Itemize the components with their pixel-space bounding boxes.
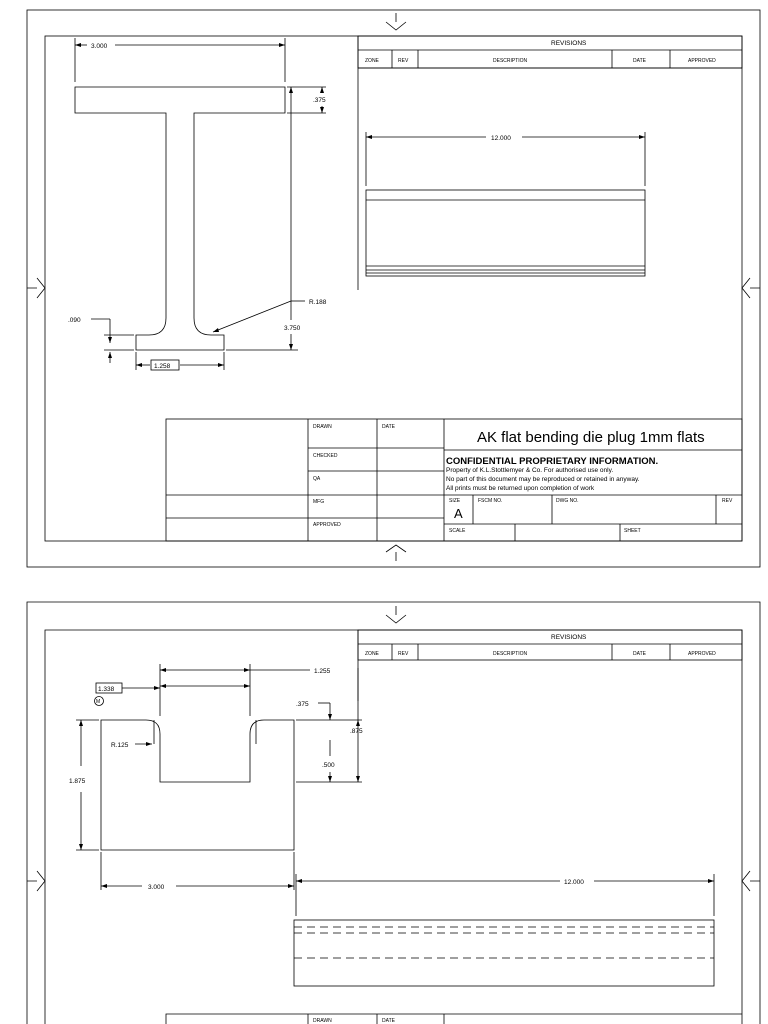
right-center-mark-2: [742, 871, 760, 891]
revisions-title: REVISIONS: [551, 40, 587, 47]
revisions-block-2: [358, 630, 742, 660]
dim-upper-offset: .375: [296, 701, 309, 708]
rev-header-description-2: DESCRIPTION: [493, 651, 528, 657]
tb-dwg-label: DWG NO.: [556, 498, 579, 504]
dim-radius: R.188: [309, 299, 327, 306]
tb-qa-label: QA: [313, 476, 321, 482]
side-view-bar: [366, 190, 645, 276]
notice-line-1: Property of K.L.Stottlemyer & Co. For authorised use only.: [446, 467, 614, 474]
title-block-2: [166, 1014, 742, 1024]
dim-total-height: 3.750: [284, 325, 301, 332]
tb-scale-label: SCALE: [449, 528, 466, 534]
left-center-mark-2: [27, 871, 45, 891]
dim-total-width-2: 3.000: [148, 884, 165, 891]
right-center-mark: [742, 278, 760, 298]
inner-border-2: [45, 630, 742, 1024]
dim-radius-2: R.125: [111, 742, 129, 749]
rev-header-zone: ZONE: [365, 58, 379, 64]
rev-header-date: DATE: [633, 58, 646, 64]
rev-header-approved-2: APPROVED: [688, 651, 716, 657]
notice-line-3: All prints must be returned upon completion of work: [446, 485, 595, 492]
tb-size-value: A: [454, 506, 463, 521]
left-center-mark: [27, 278, 45, 298]
rev-header-rev: REV: [398, 58, 409, 64]
side-view-bar-2: [294, 920, 714, 986]
notice-line-2: No part of this document may be reproduced or retained in anyway.: [446, 476, 640, 483]
tb-fscm-label: FSCM NO.: [478, 498, 503, 504]
tb-drawn-label-2: DRAWN: [313, 1018, 332, 1024]
dim-flange-thickness: .375: [313, 97, 326, 104]
tb-drawn-label: DRAWN: [313, 424, 332, 430]
bottom-center-mark: [386, 545, 406, 561]
dim-foot-width: 1.258: [154, 363, 171, 370]
top-center-mark: [386, 13, 406, 30]
tb-checked-label: CHECKED: [313, 453, 338, 459]
t-profile: [75, 87, 285, 350]
confidential-heading: CONFIDENTIAL PROPRIETARY INFORMATION.: [446, 456, 659, 467]
revisions-block: [358, 36, 742, 68]
dim-length-2: 12.000: [564, 879, 584, 886]
tb-rev-label: REV: [722, 498, 733, 504]
rev-header-date-2: DATE: [633, 651, 646, 657]
tb-date-label: DATE: [382, 424, 395, 430]
dim-foot-gap: .090: [68, 317, 81, 324]
dim-flange-width: 3.000: [91, 43, 108, 50]
dim-length: 12.000: [491, 135, 511, 142]
dim-total-height-2: 1.875: [69, 778, 86, 785]
mmc-symbol: M: [96, 699, 101, 705]
dim-slot-depth: .875: [350, 728, 363, 735]
slotted-block-profile: [101, 720, 294, 850]
sheet-2-drawing: [0, 596, 768, 1024]
rev-header-zone-2: ZONE: [365, 651, 379, 657]
outer-border: [27, 10, 760, 567]
dim-slot-tolerance: 1.338: [98, 686, 115, 693]
rev-header-rev-2: REV: [398, 651, 409, 657]
drawing-title: AK flat bending die plug 1mm flats: [477, 429, 705, 446]
tb-size-label: SIZE: [449, 498, 461, 504]
dim-lower-offset: .500: [322, 762, 335, 769]
dim-slot-width: 1.255: [314, 668, 331, 675]
tb-mfg-label: MFG: [313, 499, 325, 505]
drawing-sheet-2: [0, 596, 768, 1024]
top-center-mark-2: [386, 606, 406, 623]
outer-border-2: [27, 602, 760, 1024]
revisions-title-2: REVISIONS: [551, 634, 587, 641]
tb-sheet-label: SHEET: [624, 528, 641, 534]
tb-date-label-2: DATE: [382, 1018, 395, 1024]
tb-approved-label: APPROVED: [313, 522, 341, 528]
rev-header-description: DESCRIPTION: [493, 58, 528, 64]
rev-header-approved: APPROVED: [688, 58, 716, 64]
